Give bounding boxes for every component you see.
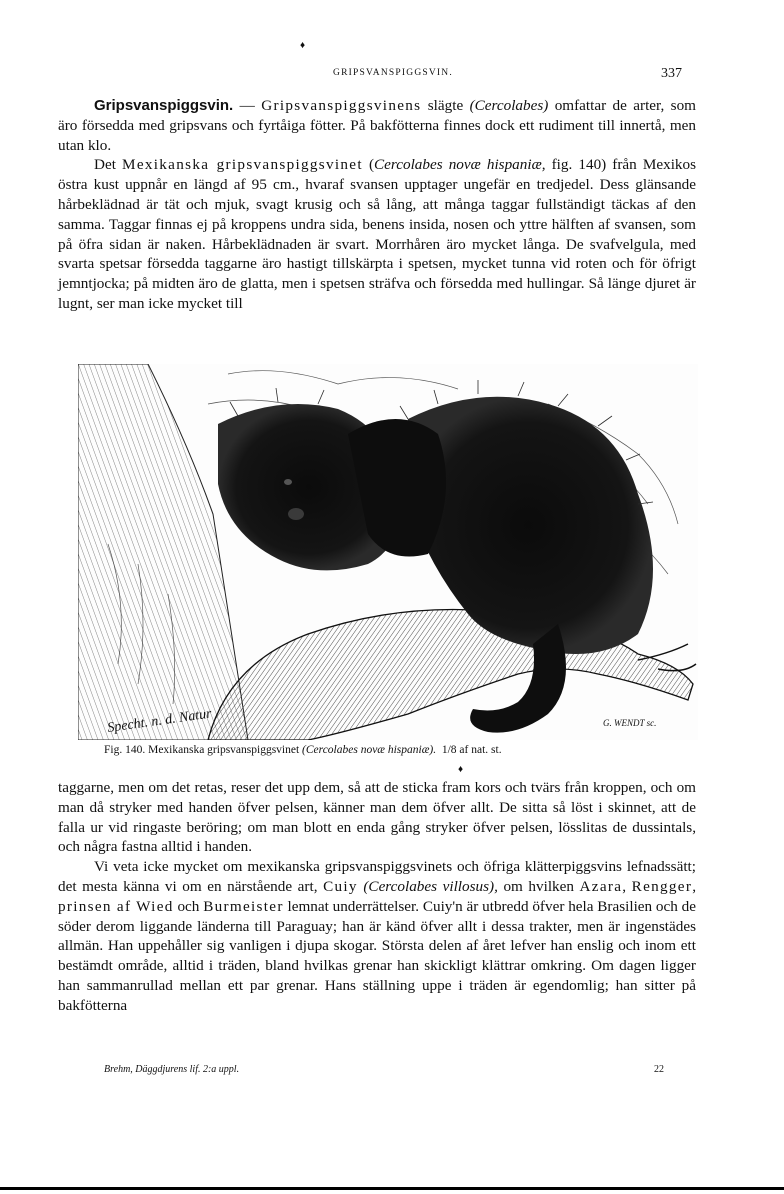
paragraph-species: Det Mexikanska gripsvanspiggsvinet (Cercolabes novæ hispaniæ, fig. 140) från Mexikos östra kust uppnår en längd af 95 cm., hvaraf svansen upptager ungefär en tredjedel. Dess glänsande hårbeklädnad är tät och mjuk, svagt krusig och så lång, att många taggar fullständigt täckas af den samma. Taggar finnas ej på kroppens undra sida, benens insida, nosen och yttre hälften af svansen, som på öfra sidan är naken. Hårbeklädnaden är svart. Morrhåren äro mycket långa. De svafvelgula, med svarta spetsar försedda taggarne äro hastigt tillskärpta i spetsen, mycket tunna vid roten och för öfrigt jemntjocka; på midten äro de glatta, men i spetsen sträfva och försedda med hullingar. Så länge djuret är lugnt, ser man icke mycket till — [58, 156, 697, 312]
sheet-signature: 22 — [654, 1064, 664, 1075]
ink-mark-middle: ♦ — [458, 764, 464, 775]
ink-mark-top: ♦ — [300, 40, 306, 51]
top-text-block — [58, 96, 696, 314]
page-header — [104, 68, 682, 82]
paragraph-genus: Gripsvanspiggsvin. — Gripsvanspiggsvinens slägte (Cercolabes) omfattar de arter, som äro försedda med gripsvans och fyrtåiga fötter. På bakfötterna finnes dock ett rudiment till innertå, men utan klo. — [58, 97, 696, 154]
engraving-porcupine — [78, 364, 698, 740]
engraver-signature: G. WENDT sc. — [603, 718, 657, 728]
porcupine-nose — [288, 508, 304, 520]
porcupine-eye — [284, 479, 292, 485]
page-number: 337 — [661, 66, 682, 81]
figure-caption: Fig. 140. Mexikanska gripsvanspiggsvinet (Cercolabes novæ hispaniæ). 1/8 af nat. st. — [104, 744, 502, 756]
caption-scale: 1/8 af nat. st. — [441, 744, 502, 756]
porcupine-engraving-svg — [78, 364, 698, 740]
imprint-line: Brehm, Däggdjurens lif. 2:a uppl. — [104, 1064, 240, 1075]
paragraph-cuiy: Vi veta icke mycket om mexikanska gripsvanspiggsvinets och öfriga klätterpiggsvins lefnadssätt; det mesta känna vi om en närstående art, Cuiy (Cercolabes villosus), om hvilken Azara, Rengger, prinsen af Wied och Burmeister lemnat underrättelser. Cuiy'n är utbredd öfver hela Brasilien och de söder derom liggande länderna till Paraguay; han är känd öfver allt i dessa trakter, men är ingenstädes allmän. Han uppehåller sig vanligen i djupa skogar. Största delen af året lefver han enslig och inom ett bestämdt område, alltid i träden, bland hvilkas grenar han skickligt klättrar omkring. Om dagen ligger han sammanrullad mellan ett par grenar. Hans ställning uppe i träden är egendomlig; han sitter på bakfötterna — [58, 858, 697, 1014]
paragraph-quills: taggarne, men om det retas, reser det upp dem, så att de sticka fram kors och tvärs från kroppen, och om man då stryker med handen öfver pelsen, känner man dem öfver allt. De sitta så löst i skinnet, att de falla ur vid ringaste beröring; om man blott en enda gång stryker öfver pelsen, lösslitas de dussintals, och några fastna alltid i handen. — [58, 779, 696, 856]
scan-edge-rule — [0, 1187, 784, 1190]
artist-signature: Specht. n. d. Natur — [106, 706, 213, 736]
running-title: GRIPSVANSPIGGSVIN. — [333, 68, 453, 78]
run-in-heading: Gripsvanspiggsvin. — [94, 97, 234, 114]
bottom-text-block — [58, 778, 696, 1016]
